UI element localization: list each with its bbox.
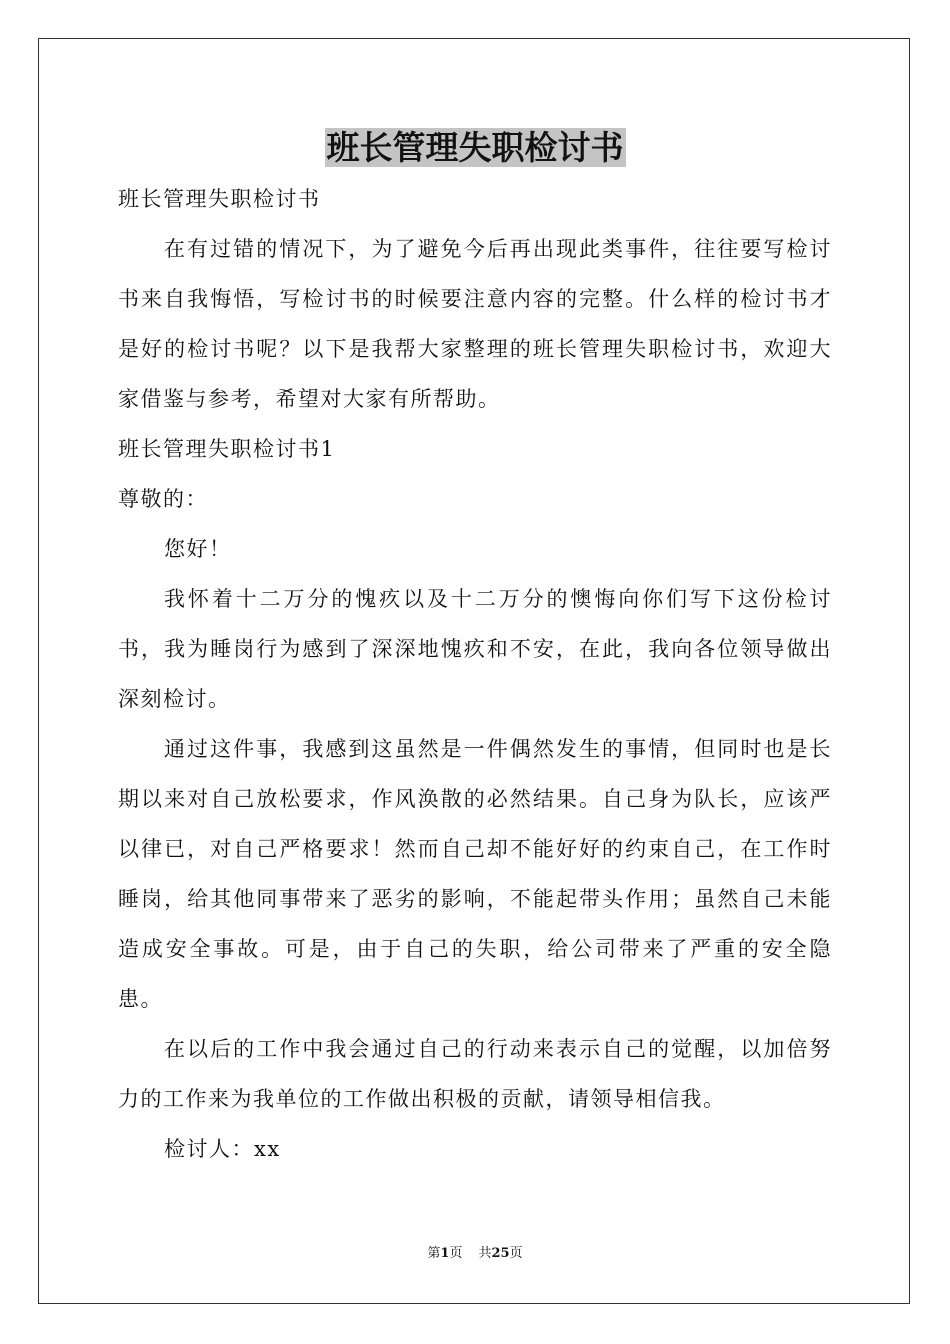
page-footer <box>0 1244 950 1264</box>
document-title <box>0 126 950 170</box>
current-page-number: 1 <box>440 1246 450 1261</box>
document-body <box>118 174 832 1174</box>
intro-paragraph: 在有过错的情况下，为了避免今后再出现此类事件，往往要写检讨书来自我悔悟，写检讨书的时候要注意内容的完整。什么样的检讨书才是好的检讨书呢？以下是我帮大家整理的班长管理失职检讨书，欢迎大家借鉴与参考，希望对大家有所帮助。 <box>118 237 832 411</box>
total-suffix: 页 <box>509 1246 523 1261</box>
body-paragraph-1: 我怀着十二万分的愧疚以及十二万分的懊悔向你们写下这份检讨书，我为睡岗行为感到了深深地愧疚和不安，在此，我向各位领导做出深刻检讨。 <box>118 587 832 711</box>
total-prefix: 共 <box>478 1246 492 1261</box>
document-title-text: 班长管理失职检讨书 <box>326 128 624 167</box>
signature-line: 检讨人：xx <box>164 1137 281 1161</box>
page-mid: 页 <box>449 1246 463 1261</box>
total-page-number: 25 <box>491 1246 510 1261</box>
salutation: 尊敬的： <box>118 487 208 511</box>
greeting: 您好！ <box>164 537 232 561</box>
section-heading: 班长管理失职检讨书1 <box>118 437 336 461</box>
subtitle: 班长管理失职检讨书 <box>118 187 321 211</box>
body-paragraph-2: 通过这件事，我感到这虽然是一件偶然发生的事情，但同时也是长期以来对自己放松要求，作风涣散的必然结果。自己身为队长，应该严以律已，对自己严格要求！然而自己却不能好好的约束自己，在工作时睡岗，给其他同事带来了恶劣的影响，不能起带头作用；虽然自己未能造成安全事故。可是，由于自己的失职，给公司带来了严重的安全隐患。 <box>118 737 832 1011</box>
page-prefix: 第 <box>427 1246 441 1261</box>
body-paragraph-3: 在以后的工作中我会通过自己的行动来表示自己的觉醒，以加倍努力的工作来为我单位的工作做出积极的贡献，请领导相信我。 <box>118 1037 832 1111</box>
